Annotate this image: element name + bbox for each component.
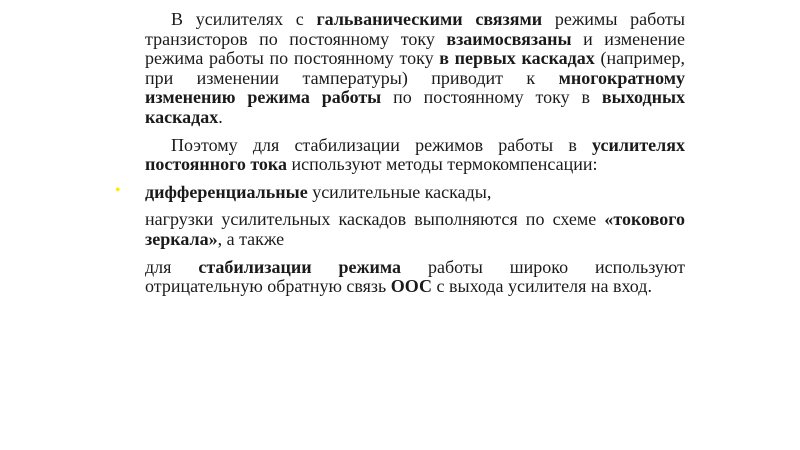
- text-segment: по постоянному току в: [381, 87, 602, 108]
- text-segment: для: [145, 256, 199, 277]
- text-segment: усилительные каскады,: [307, 181, 492, 202]
- paragraph-therm-compensation: [145, 136, 685, 175]
- bold-term: многократному изменению режима работы: [145, 67, 685, 108]
- paragraph-galvanic-coupling: [145, 10, 685, 128]
- text-segment: (например, при изменении тампературы) приводит к: [145, 48, 685, 88]
- bold-term: ООС: [390, 276, 432, 297]
- text-segment: режимы работы транзисторов по постоянному току: [145, 9, 685, 49]
- bold-term: гальваническими связями: [316, 9, 543, 29]
- bold-term: дифференциальные: [145, 181, 308, 202]
- text-segment: , а также: [217, 228, 285, 249]
- bold-term: выходных каскадах: [145, 87, 685, 127]
- text-segment: с выхода усилителя на вход.: [431, 276, 652, 297]
- bullet-item-differential: [115, 181, 685, 203]
- text-segment: .: [218, 106, 223, 127]
- bold-term: в первых каскадах: [439, 48, 595, 69]
- text-segment: Поэтому для стабилизации режимов работы в: [171, 134, 593, 155]
- text-segment: нагрузки усилительных каскадов выполняются по схеме: [145, 209, 605, 230]
- bold-term: «токового зеркала»: [145, 209, 685, 249]
- bold-term: стабилизации режима: [198, 256, 402, 277]
- paragraph-current-mirror: [145, 210, 685, 249]
- slide-text-body: [115, 9, 686, 297]
- text-segment: и изменение режима работы по постоянному току: [145, 28, 685, 69]
- text-segment: В усилителях с: [171, 9, 317, 29]
- bold-term: усилителях постоянного тока: [145, 134, 685, 175]
- bullet-icon: •: [115, 181, 121, 199]
- text-segment: работы широко используют отрицательную обратную связь: [145, 256, 686, 297]
- paragraph-negative-feedback: [145, 258, 685, 297]
- text-segment: используют методы термокомпенсации:: [287, 154, 598, 175]
- bold-term: взаимосвязаны: [446, 28, 572, 49]
